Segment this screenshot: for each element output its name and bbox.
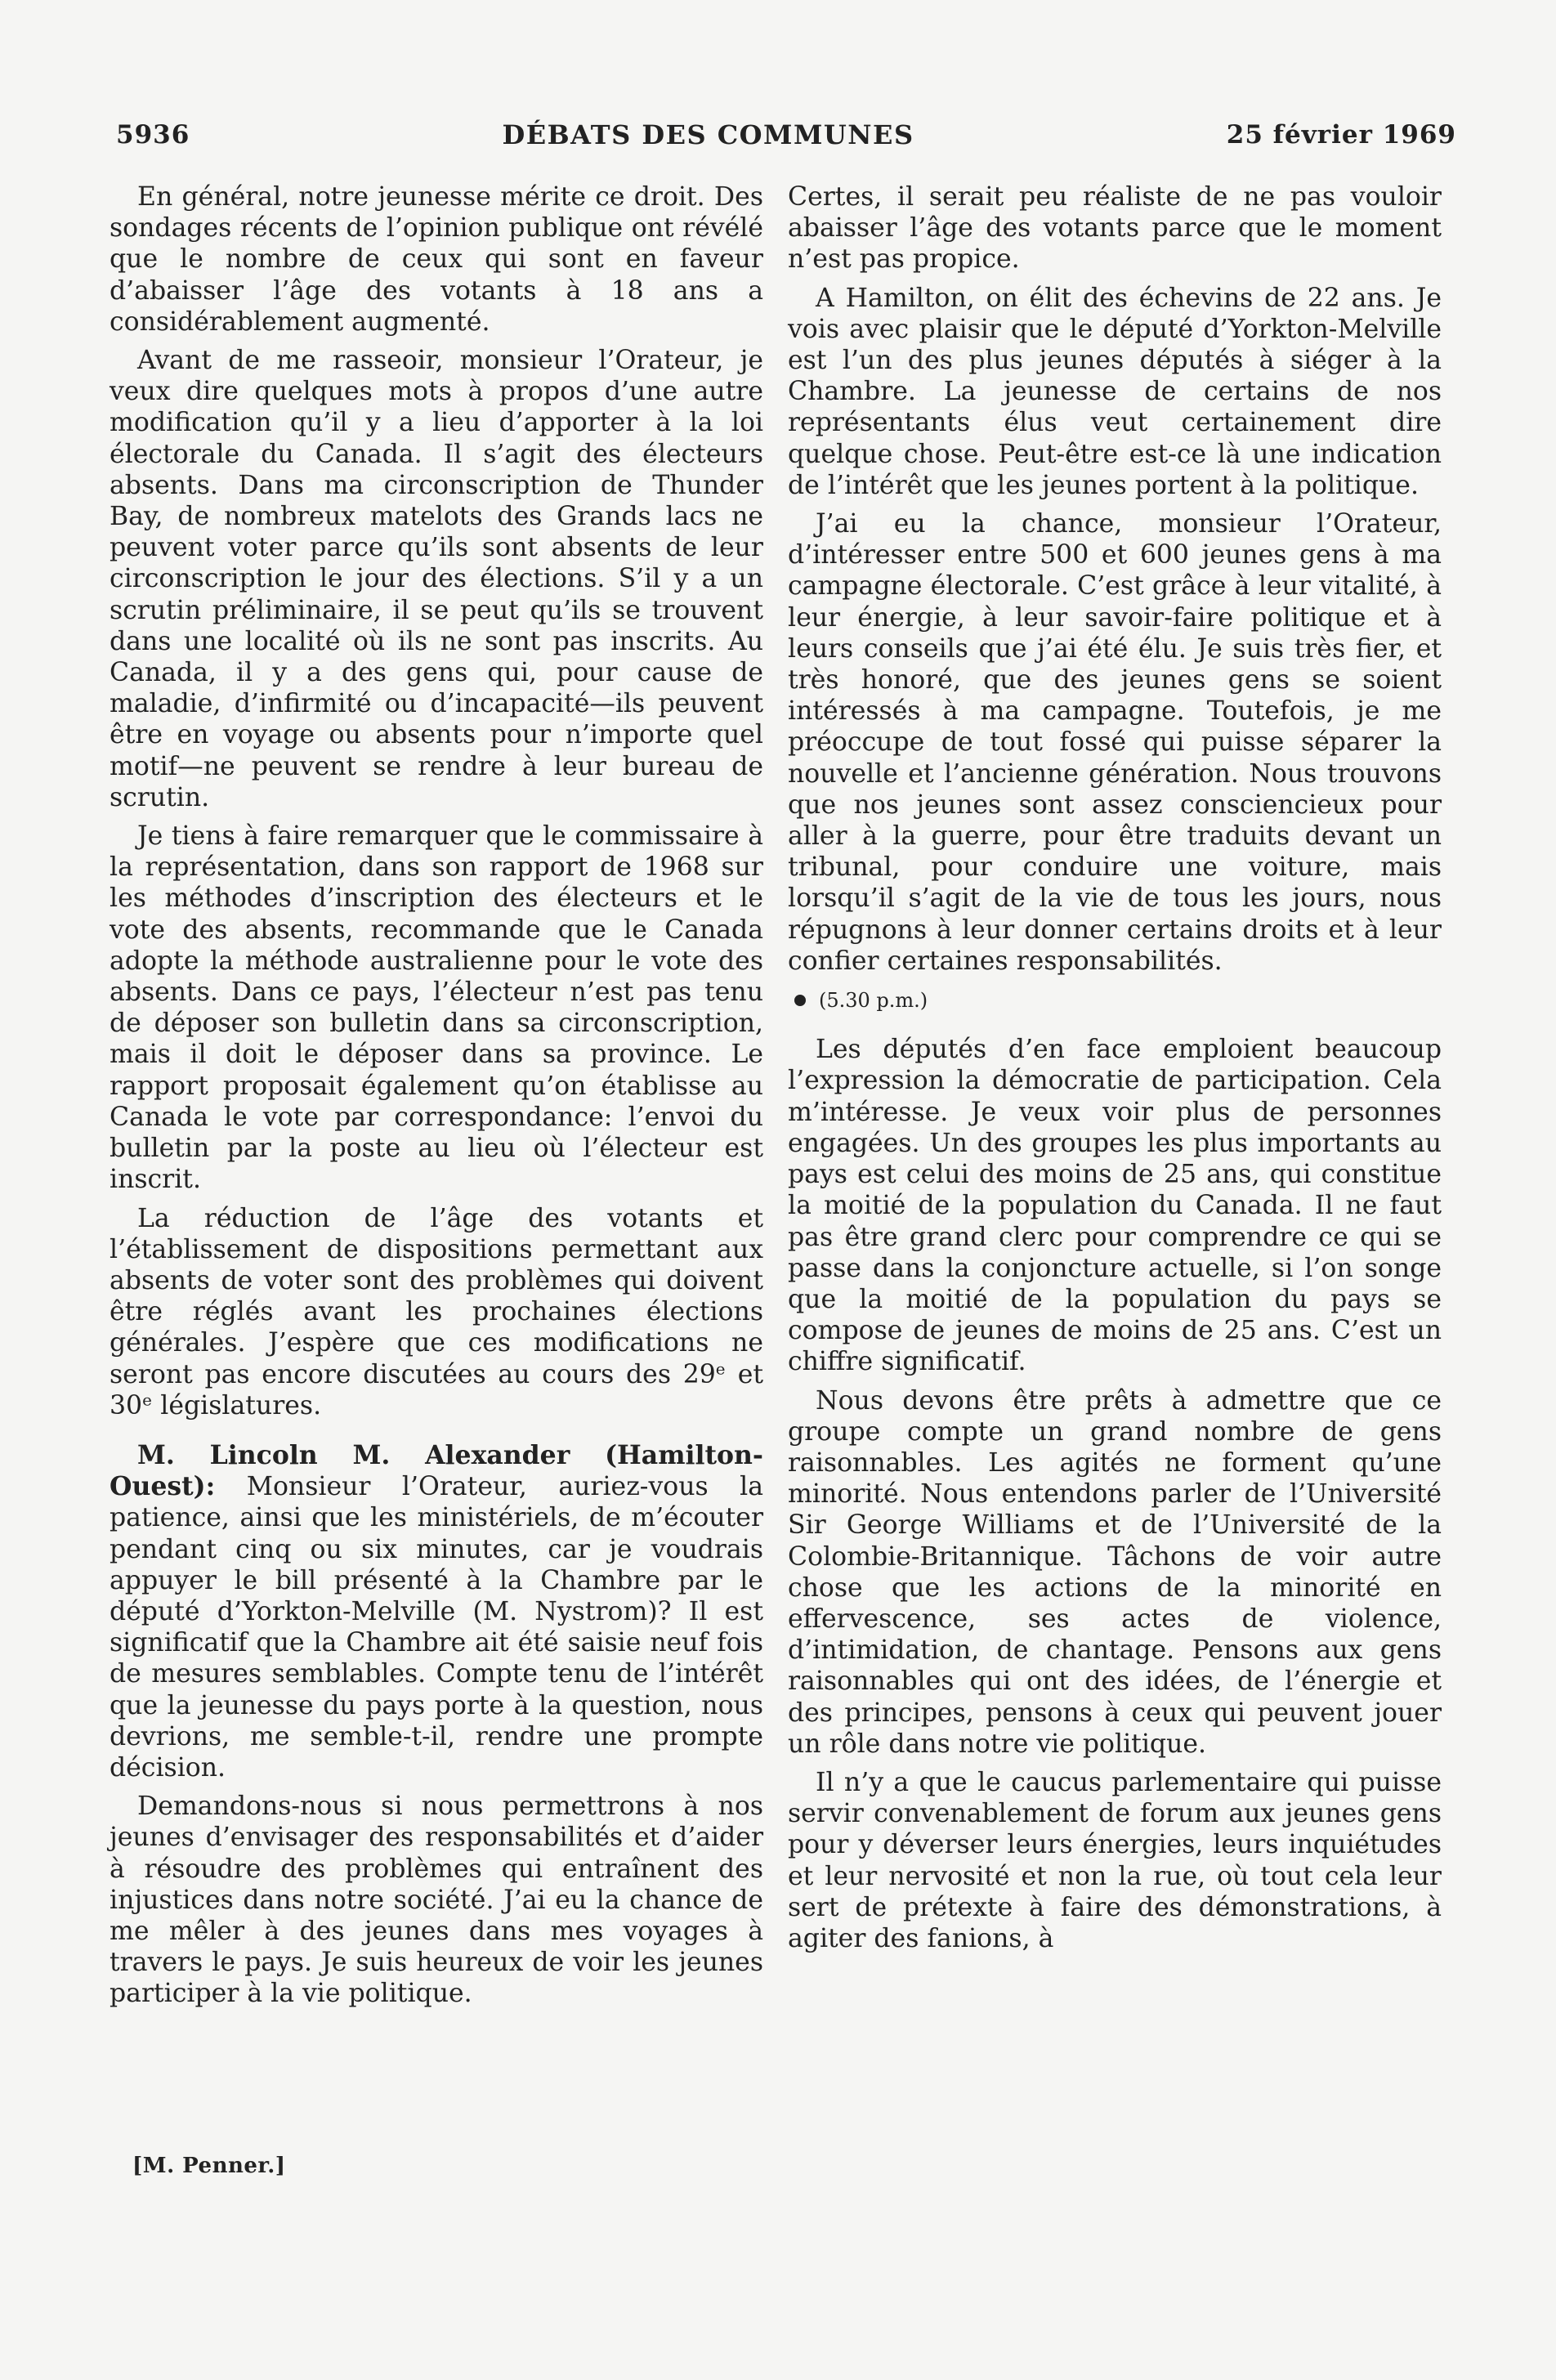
page-number: 5936 — [116, 120, 190, 150]
speaker-text: Monsieur l’Orateur, auriez-vous la patience, ainsi que les ministériels, de m’écouter pendant cinq ou six minutes, car je voudrais appuyer le bill présenté à la Chambre par le député d’Yorkton-Melville (M. Nystrom)? Il est significatif que la Chambre ait été saisie neuf fois de mesures semblables. Compte tenu de l’intérêt que la jeunesse du pays porte à la question, nous devrions, me semble-t-il, rendre une prompte décision. — [110, 1472, 763, 1783]
page-title: DÉBATS DES COMMUNES — [502, 119, 914, 150]
timestamp-text: (5.30 p.m.) — [819, 989, 928, 1013]
time-marker — [794, 985, 1442, 1016]
left-column — [110, 181, 763, 2017]
page-date: 25 février 1969 — [1226, 120, 1456, 150]
paragraph: Demandons-nous si nous permettrons à nos jeunes d’envisager des responsabilités et d’aider à résoudre des problèmes qui entraînent des injustices dans notre société. J’ai eu la chance de me mêler à des jeunes dans mes voyages à travers le pays. Je suis heureux de voir les jeunes participer à la vie politique. — [110, 1792, 763, 2009]
paragraph: A Hamilton, on élit des échevins de 22 ans. Je vois avec plaisir que le député d’Yorkton-Melville est l’un des plus jeunes députés à siéger à la Chambre. La jeunesse de certains de nos représentants élus veut certainement dire quelque chose. Peut-être est-ce là une indication de l’intérêt que les jeunes portent à la politique. — [788, 283, 1442, 500]
paragraph: La réduction de l’âge des votants et l’établissement de dispositions permettant aux absents de voter sont des problèmes qui doivent être réglés avant les prochaines élections générales. J’espère que ces modifications ne seront pas encore discutées au cours des 29ᵉ et 30ᵉ législatures. — [110, 1203, 763, 1420]
paragraph: Les députés d’en face emploient beaucoup l’expression la démocratie de participation. Cela m’intéresse. Je veux voir plus de personnes engagées. Un des groupes les plus importants au pays est celui des moins de 25 ans, qui constitue la moitié de la population du Canada. Il ne faut pas être grand clerc pour comprendre ce qui se passe dans la conjoncture actuelle, si l’on songe que la moitié de la population du pays se compose de jeunes de moins de 25 ans. C’est un chiffre significatif. — [788, 1035, 1442, 1377]
paragraph: Je tiens à faire remarquer que le commissaire à la représentation, dans son rapport de 1968 sur les méthodes d’inscription des électeurs et le vote des absents, recommande que le Canada adopte la méthode australienne pour le vote des absents. Dans ce pays, l’électeur n’est pas tenu de déposer son bulletin dans sa circonscription, mais il doit le déposer dans sa province. Le rapport proposait également qu’on établisse au Canada le vote par correspondance: l’envoi du bulletin par la poste au lieu où l’électeur est inscrit. — [110, 821, 763, 1195]
spacer — [110, 1429, 763, 1440]
paragraph: Avant de me rasseoir, monsieur l’Orateur, je veux dire quelques mots à propos d’une autre modification qu’il y a lieu d’apporter à la loi électorale du Canada. Il s’agit des électeurs absents. Dans ma circonscription de Thunder Bay, de nombreux matelots des Grands lacs ne peuvent voter parce qu’ils sont absents de leur circonscription le jour des élections. S’il y a un scrutin préliminaire, il se peut qu’ils se trouvent dans une localité où ils ne sont pas inscrits. Au Canada, il y a des gens qui, pour cause de maladie, d’infirmité ou d’incapacité—ils peuvent être en voyage ou absents pour n’importe quel motif—ne peuvent se rendre à leur bureau de scrutin. — [110, 346, 763, 812]
page-header — [116, 114, 1456, 155]
paragraph: J’ai eu la chance, monsieur l’Orateur, d’intéresser entre 500 et 600 jeunes gens à ma campagne électorale. C’est grâce à leur vitalité, à leur énergie, à leur savoir-faire politique et à leurs conseils que j’ai été élu. Je suis très fier, et très honoré, que des jeunes gens se soient intéressés à ma campagne. Toutefois, je me préoccupe de tout fossé qui puisse séparer la nouvelle et l’ancienne génération. Nous trouvons que nos jeunes sont assez consciencieux pour aller à la guerre, pour être traduits devant un tribunal, pour conduire une voiture, mais lorsqu’il s’agit de la vie de tous les jours, nous répugnons à leur donner certains droits et à leur confier certaines responsabilités. — [788, 509, 1442, 976]
paragraph: En général, notre jeunesse mérite ce droit. Des sondages récents de l’opinion publique ont révélé que le nombre de ceux qui sont en faveur d’abaisser l’âge des votants à 18 ans a considérablement augmenté. — [110, 182, 763, 337]
speaker-name: M. Lincoln M. Alexander (Hamilton-Ouest): — [110, 1439, 763, 1502]
bullet-icon — [794, 995, 806, 1006]
paragraph: Nous devons être prêts à admettre que ce groupe compte un grand nombre de gens raisonnables. Les agités ne forment qu’une minorité. Nous entendons parler de l’Université Sir George Williams et de l’Université de la Colombie-Britannique. Tâchons de voir autre chose que les actions de la minorité en effervescence, ses actes de violence, d’intimidation, de chantage. Pensons aux gens raisonnables qui ont des idées, de l’énergie et des principes, pensons à ceux qui peuvent jouer un rôle dans notre vie politique. — [788, 1385, 1442, 1759]
paragraph: Certes, il serait peu réaliste de ne pas vouloir abaisser l’âge des votants parce que le moment n’est pas propice. — [788, 182, 1442, 275]
speaker-reference-note: [M. Penner.] — [132, 2154, 286, 2178]
right-column — [788, 181, 1442, 1962]
paragraph: Il n’y a que le caucus parlementaire qui puisse servir convenablement de forum aux jeunes gens pour y déverser leurs énergies, leurs inquiétudes et leur nervosité et non la rue, où tout cela leur sert de prétexte à faire des démonstrations, à agiter des fanions, à — [788, 1767, 1442, 1953]
speaker-paragraph — [110, 1440, 763, 1783]
